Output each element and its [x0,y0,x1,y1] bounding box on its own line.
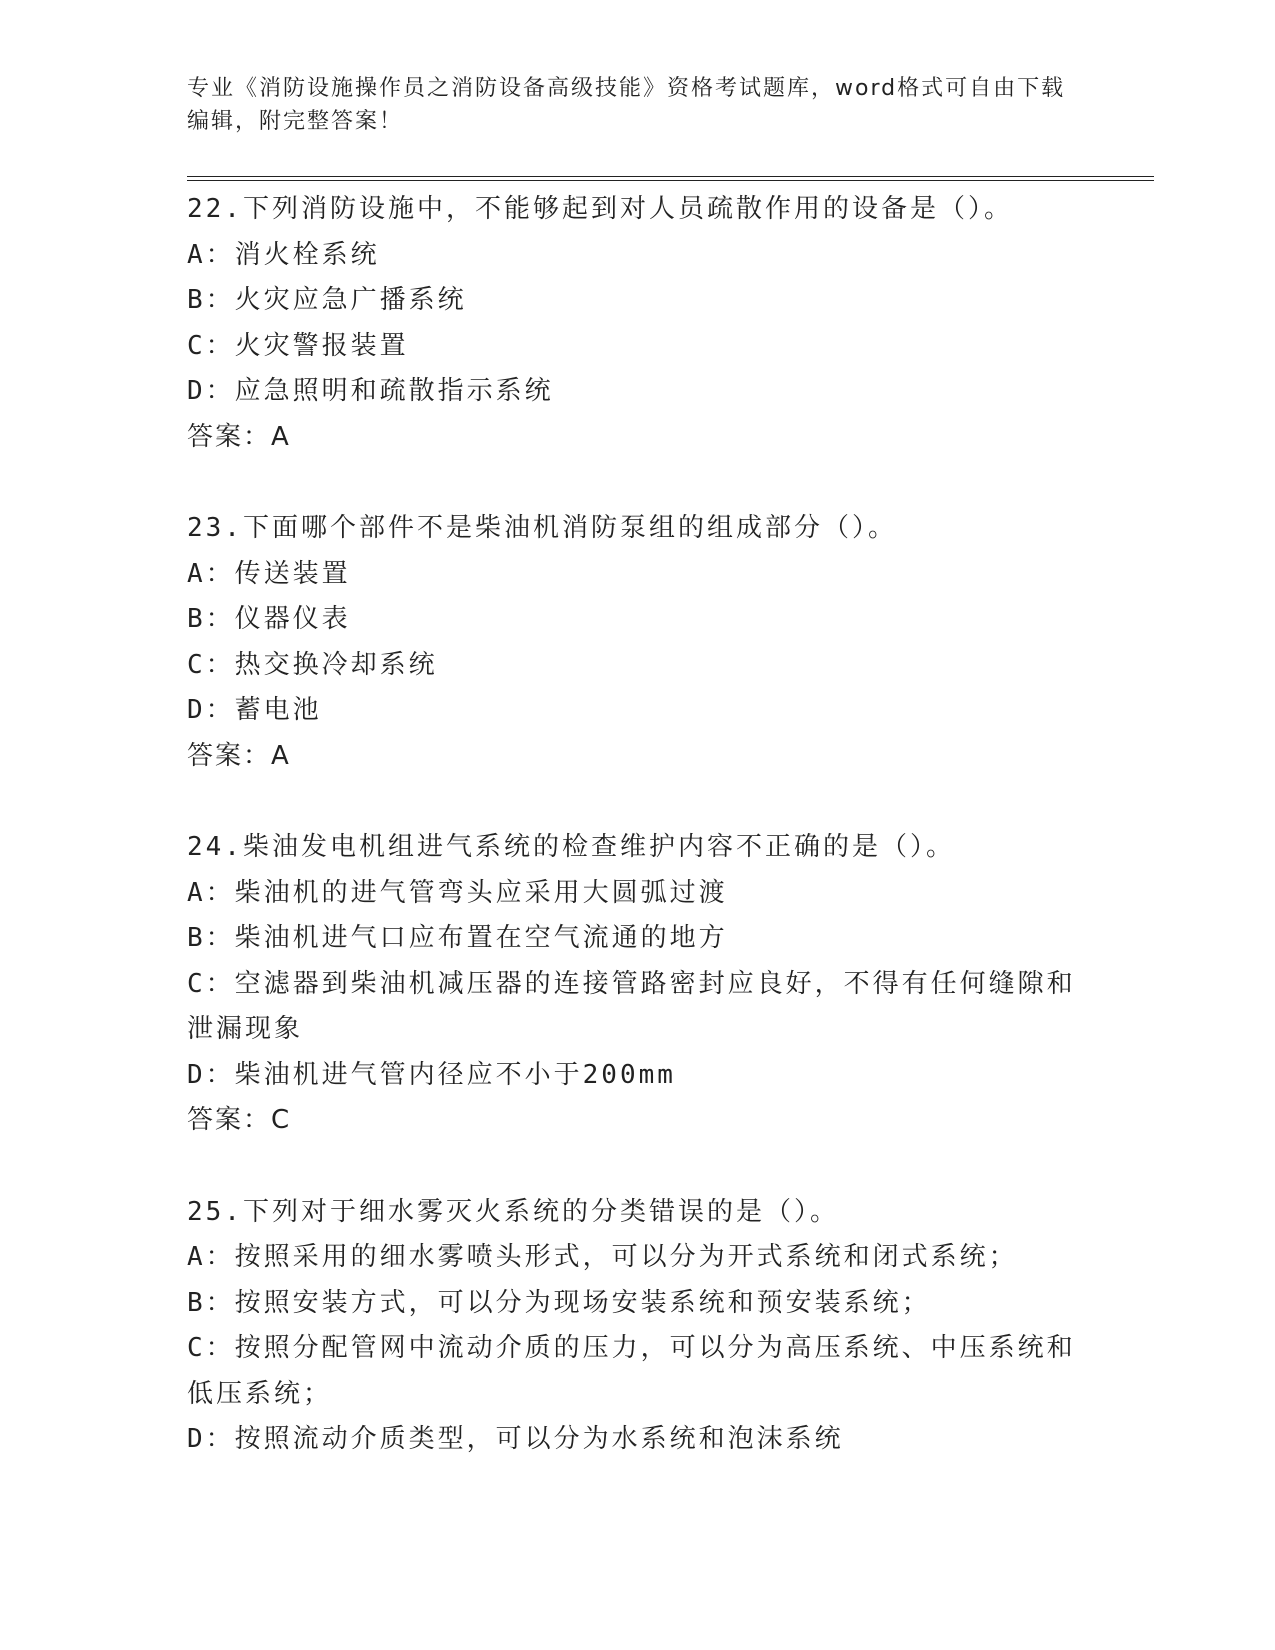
option-b: B：按照安装方式，可以分为现场安装系统和预安装系统； [187,1287,931,1318]
question-stem: 23.下面哪个部件不是柴油机消防泵组的组成部分（）。 [187,513,897,543]
option-d: D：按照流动介质类型，可以分为水系统和泡沫系统 [187,1424,844,1454]
option-b: B：火灾应急广播系统 [187,285,467,315]
option-c: C：火灾警报装置 [187,330,409,361]
option-a: A：消火栓系统 [187,239,380,270]
document-header: 专业《消防设施操作员之消防设备高级技能》资格考试题库，word格式可自由下载编辑，附完整答案！ [187,76,1066,134]
answer: 答案：A [187,421,291,452]
option-d: D：应急照明和疏散指示系统 [187,376,554,406]
option-a: A：按照采用的细水雾喷头形式，可以分为开式系统和闭式系统； [187,1242,1018,1272]
option-b: B：仪器仪表 [187,604,351,634]
option-c: C：热交换冷却系统 [187,649,438,680]
option-d: D：蓄电池 [187,695,322,725]
question-23 [187,506,1087,779]
option-a: A：柴油机的进气管弯头应采用大圆弧过渡 [187,877,728,908]
option-c: C：空滤器到柴油机减压器的连接管路密封应良好，不得有任何缝隙和泄漏现象 [187,968,1076,1044]
answer: 答案：C [187,1105,292,1135]
option-a: A：传送装置 [187,558,351,589]
option-d: D：柴油机进气管内径应不小于200mm [187,1059,676,1090]
header-divider-top [187,176,1154,177]
header-divider-bottom [187,180,1154,181]
question-list [187,187,1087,1463]
option-b: B：柴油机进气口应布置在空气流通的地方 [187,923,728,953]
question-24 [187,825,1087,1144]
option-c: C：按照分配管网中流动介质的压力，可以分为高压系统、中压系统和低压系统； [187,1333,1076,1409]
question-stem: 25.下列对于细水雾灭火系统的分类错误的是（）。 [187,1196,839,1227]
answer: 答案：A [187,740,291,771]
question-stem: 24.柴油发电机组进气系统的检查维护内容不正确的是（）。 [187,832,955,862]
question-22 [187,187,1087,460]
question-stem: 22.下列消防设施中，不能够起到对人员疏散作用的设备是（）。 [187,194,1013,224]
question-25 [187,1190,1087,1463]
